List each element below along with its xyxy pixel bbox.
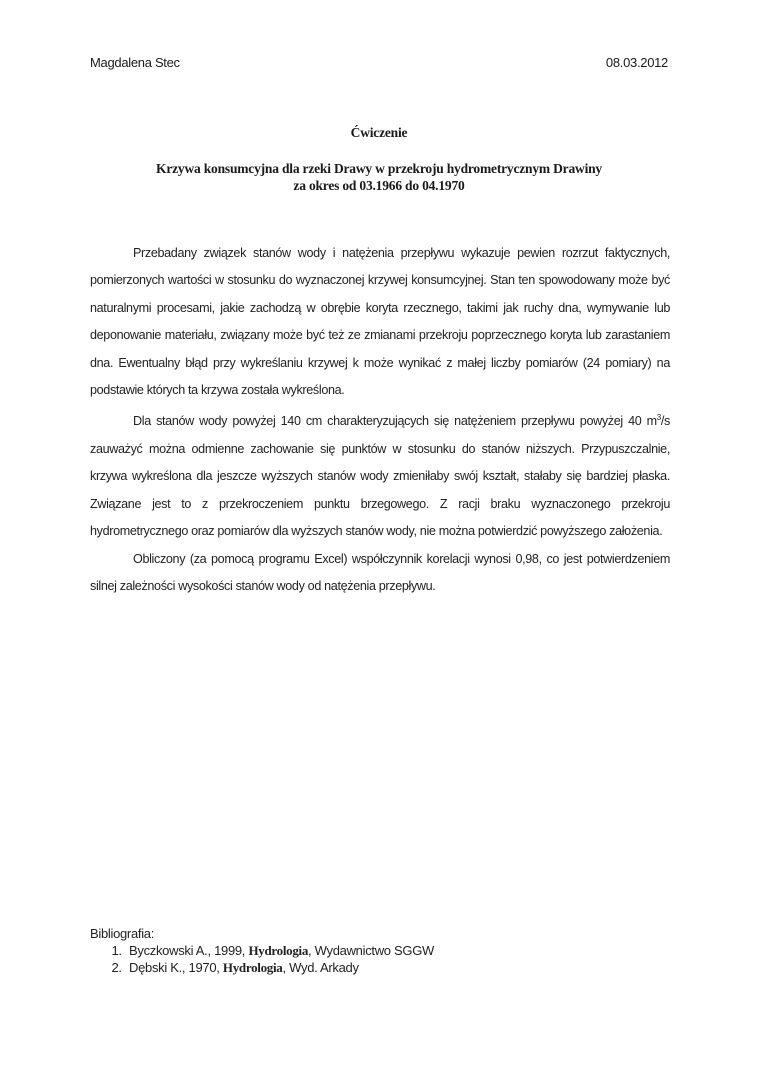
bibliography-item	[125, 959, 670, 976]
bibliography-item	[125, 942, 670, 959]
bibliography-heading: Bibliografia:	[90, 926, 155, 941]
bib-title: Hydrologia	[248, 943, 309, 958]
paragraph-2-part-1: Dla stanów wody powyżej 140 cm charakteryzujących się natężeniem przepływu powyżej 40 m	[133, 414, 657, 429]
document-date: 08.03.2012	[605, 55, 668, 70]
bib-author: Byczkowski A., 1999,	[129, 943, 249, 958]
bib-publisher: , Wyd. Arkady	[282, 960, 359, 975]
document-subtitle	[90, 160, 668, 194]
author-name: Magdalena Stec	[90, 55, 180, 70]
subtitle-line-2: za okres od 03.1966 do 04.1970	[293, 178, 465, 193]
document-title: Ćwiczenie	[350, 125, 408, 140]
body-text	[90, 240, 670, 600]
bibliography-list	[90, 942, 670, 976]
page-header	[90, 55, 668, 70]
bib-title: Hydrologia	[222, 960, 283, 975]
paragraph-2-part-2: /s zauważyć można odmienne zachowanie się punktów w stosunku do stanów niższych. Przypuszczalnie, krzywa wykreślona dla jeszcze wyższych stanów wody zmieniłaby swój kształt, stałaby się bardziej płaska. Związane jest to z przekroczeniem punktu brzegowego. Z racji braku wyznaczonego przekroju hydrometrycznego oraz pomiarów dla wyższych stanów wody, nie można potwierdzić powyższego założenia.	[90, 414, 670, 539]
bibliography	[90, 925, 670, 976]
paragraph-1: Przebadany związek stanów wody i natężenia przepływu wykazuje pewien rozrzut faktycznych, pomierzonych wartości w stosunku do wyznaczonej krzywej konsumcyjnej. Stan ten spowodowany może być naturalnymi procesami, jakie zachodzą w obrębie koryta rzecznego, takimi jak ruchy dna, wymywanie lub deponowanie materiału, związany może być też ze zmianami przekroju poprzecznego koryta lub zarastaniem dna. Ewentualny błąd przy wykreślaniu krzywej k może wynikać z małej liczby pomiarów (24 pomiary) na podstawie których ta krzywa została wykreślona.	[90, 246, 670, 398]
unit-superscript: 3	[656, 413, 661, 423]
paragraph-3: Obliczony (za pomocą programu Excel) współczynnik korelacji wynosi 0,98, co jest potwierdzeniem silnej zależności wysokości stanów wody od natężenia przepływu.	[90, 551, 670, 594]
subtitle-line-1: Krzywa konsumcyjna dla rzeki Drawy w przekroju hydrometrycznym Drawiny	[156, 161, 602, 176]
bib-author: Dębski K., 1970,	[129, 960, 223, 975]
bib-publisher: , Wydawnictwo SGGW	[308, 943, 434, 958]
paragraph-2	[90, 404, 670, 545]
